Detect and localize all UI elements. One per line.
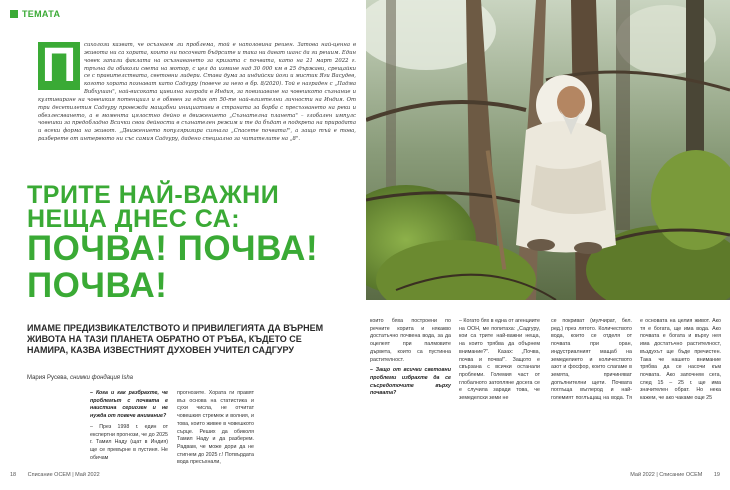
body-column-3 xyxy=(370,318,540,403)
footer-left-text: Списание ОСЕМ | Май 2022 xyxy=(27,472,100,478)
interview-answer: – Когато бях в една от агенциите на ООН, ме попитаха: „Садгуру, кои са трите най-важни неща, на които трябва да обърнем внимание?". Казах: „Почва, почва и почва!". Защото е свързана с всички останали проблеми. Големия част от глобалното затопляне досега се е случила заради това, че земеделски земи не xyxy=(459,318,540,402)
article-photo xyxy=(366,0,730,300)
headline-line-2: НЕЩА ДНЕС СА: xyxy=(27,205,241,233)
body-column-1 xyxy=(90,390,168,465)
body-text: се покриват (мулчират, бел. ред.) през лятото. Количеството вода, които се отделя от почвата при оран, индустриалният мащаб на земеделието и количеството азот и фосфор, които слагаме в земята, причиняват допълнителни щети. Почвата поглъща въглерод и най-големият поглъщащ на вода. Тя е основата на целия живот. Ако тя е богата, ще има вода. Ако почвата е богата и върху нея има достатъчно растителност, въздухът ще бъде пречистен. Така че нашето внимание трябва да се насочи към почвата. Ако започнем сега, след 15 – 25 г. ще има значителен обрат. Но нека кажем, че ако чакаме още 25 xyxy=(551,318,721,402)
byline xyxy=(27,375,133,381)
byline-author: Мария Русева, xyxy=(27,375,69,381)
footer-right-text: Май 2022 | Списание ОСЕМ xyxy=(630,472,703,478)
page-number-left: 18 xyxy=(10,472,17,478)
subheadline: ИМАМЕ ПРЕДИЗВИКАТЕЛСТВОТО И ПРИВИЛЕГИЯТА ДА ВЪРНЕМ ЖИВОТА НА ТАЗИ ПЛАНЕТА ОБРАТНО ОТ РЪБА, КЪДЕТО СЕ НАМИРА, КАЗВА ИЗВЕСТНИЯТ ДУХОВЕН УЧИТЕЛ САДГУРУ xyxy=(27,323,324,355)
interview-answer: – През 1998 г. един от експертни прогнози, че до 2025 г. Тамил Наду (щат в Индия) ще се превърне в пустиня. Не обичам xyxy=(90,423,168,461)
intro-paragraph xyxy=(38,42,356,144)
drop-cap: П xyxy=(38,42,80,90)
intro-text: сихолози казват, че осъзнаем ли проблема, той е наполовина решен. Затова най-ценна в живота ни са хората, които ни посочват бъдрсите и така ни дават шанс да ги решим. Един човек запали факлата на осъзнаването за кризата с почвата, като на 21 март 2022 г. тръгна да обиколи света на мотор, с цел да измине над 30 000 км в 25 държави, срещайки се с правителствата, световни лидери. Става дума за индийски йоги и мистик Яги Васудев, когото хората познават като Садгуру (повече за него в бр. 8/2020). Той е награден с „Падма Вибхушан", най-високата цивилна награда в Индия, за повишаване на човешкото съзнание и култивиране на човешкия потенциал и е обявен за един от 50-те най-влиятелни личности на Индия. От три десетилетия Садгуру провежда мащабни инициативи в страната за борба с пресъхването на реки и обезлесяването, а в момента цялостно дейно в движението „Съзнателна планета" – глобален импулс човешки за предобладно Всички свои дейности в съзнателен режим и те да бъдат в подкрепа на природата и всеки форма на живот. „Движението популяризира сигнала „Спасете почвата!", а защо тъй е това, разберете от интервюто ни със самия Садгуру, дадено специално за читателите на „8". xyxy=(38,42,356,143)
footer-left xyxy=(10,472,100,478)
byline-credit: снимки фондация Isha xyxy=(70,375,134,381)
body-column-2 xyxy=(177,390,254,470)
interview-question: – Кога и как разбрахте, че проблемът с почвата е наистина сериозен и не нужда от повече внимание? xyxy=(90,390,168,420)
interview-question: – Защо от всички световни проблеми избрахте да се съсредоточите върху почвата? xyxy=(370,367,451,397)
section-label: ТЕМАТА xyxy=(22,9,61,19)
body-text: които бяха построени по речните корита и някакво достатъчно почвена вода, за да оцелеят при палмовите дървета, които са пустинна растителност. xyxy=(370,318,451,363)
headline-line-3: ПОЧВА! ПОЧВА! xyxy=(27,229,319,268)
body-text: прогнозите. Хората ги правят въз основа на статистика и сухи числа, не отчитат човешкия стремеж и волния, и това, които живее в човешкото сърце. Реших да обиколя Тамил Наду и да разберем. Радвам, че може дори да не стигнем до 2025 г.! Потвърдата вода пресъхнали, xyxy=(177,390,254,466)
headline-line-4: ПОЧВА! xyxy=(27,266,168,305)
page-number-right: 19 xyxy=(713,472,720,478)
section-square-icon xyxy=(10,10,18,18)
forest-photo-illustration xyxy=(366,0,730,300)
headline-line-1: ТРИТЕ НАЙ-ВАЖНИ xyxy=(27,181,280,209)
section-tag xyxy=(10,9,60,19)
footer-right xyxy=(630,472,720,478)
body-column-4 xyxy=(551,318,721,404)
